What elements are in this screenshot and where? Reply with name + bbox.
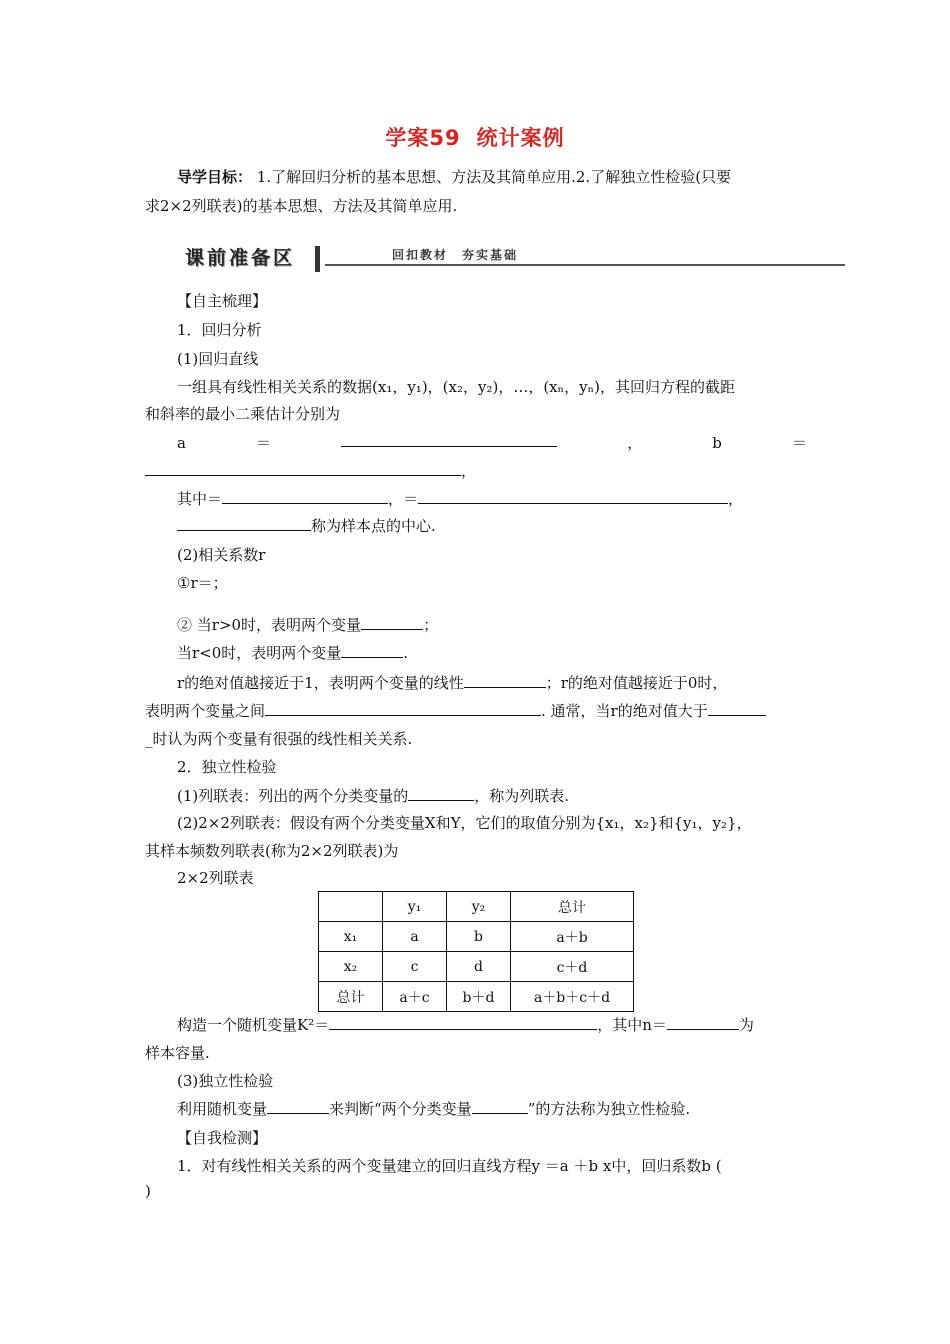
- sample-size-text: 样本容量.: [145, 1044, 210, 1062]
- paragraph-estimates: 和斜率的最小二乘估计分别为: [145, 405, 341, 423]
- question-1: 1．对有线性相关关系的两个变量建立的回归直线方程y ＝a ＋b x中，回归系数b (: [177, 1157, 722, 1175]
- blank-frequency: [408, 784, 474, 801]
- blank-negative: [341, 641, 403, 658]
- estimate-line: [177, 430, 807, 456]
- table-cell: b: [447, 922, 511, 952]
- blank-weak: [265, 699, 541, 716]
- chi-square-line: [177, 1012, 807, 1038]
- heading-regression-line: (1)回归直线: [177, 350, 259, 368]
- text: 表明两个变量之间: [145, 702, 266, 720]
- blank-threshold: [708, 699, 766, 716]
- text: 利用随机变量: [177, 1100, 268, 1118]
- banner-bar: [315, 246, 320, 272]
- table-cell: a＋c: [383, 982, 447, 1012]
- table-cell: a＋b: [511, 922, 634, 952]
- slope-label: b: [712, 434, 722, 452]
- table-cell: x₁: [319, 922, 383, 952]
- blank-k2: [329, 1013, 597, 1030]
- text: 来判断“两个分类变量: [329, 1100, 472, 1118]
- text: .: [403, 644, 409, 662]
- table-cell: 总计: [511, 892, 634, 922]
- independence-def: [177, 1096, 807, 1122]
- table-cell: x₂: [319, 952, 383, 982]
- center-line: [177, 513, 807, 539]
- blank-intercept: [341, 430, 557, 447]
- table-row: [319, 892, 634, 922]
- text: ，其中n＝: [597, 1016, 667, 1034]
- text: . 通常，当r的绝对值大于: [541, 702, 708, 720]
- correlation-positive: [177, 612, 807, 638]
- text: 构造一个随机变量K²＝: [177, 1016, 330, 1034]
- table-row: [319, 922, 634, 952]
- contingency-2x2-def-2: 其样本频数列联表(称为2×2列联表)为: [145, 842, 399, 860]
- correlation-strength-3: _时认为两个变量有很强的线性相关关系.: [145, 730, 413, 748]
- text: r的绝对值越接近于1，表明两个变量的线性: [177, 674, 464, 692]
- correlation-negative: [177, 640, 807, 666]
- blank-relation: [472, 1097, 528, 1114]
- paragraph-data: 一组具有线性相关关系的数据(x₁，y₁)，(x₂，y₂)，…，(xₙ，yₙ)，其回归方程的截距: [177, 378, 735, 396]
- correlation-formula: ①r＝；: [177, 574, 228, 592]
- section-header-summary: 【自主梳理】: [177, 292, 268, 310]
- table-cell: c: [383, 952, 447, 982]
- text: 当r<0时，表明两个变量: [177, 644, 342, 662]
- banner-title: 课前准备区: [185, 247, 296, 269]
- blank-y-mean: [418, 487, 728, 504]
- contingency-table: [318, 891, 634, 1012]
- blank-x-mean: [222, 487, 388, 504]
- correlation-strength-1: [177, 670, 807, 696]
- table-cell: 总计: [319, 982, 383, 1012]
- heading-correlation: (2)相关系数r: [177, 546, 266, 564]
- slope-blank-line: [145, 458, 807, 484]
- table-cell: d: [447, 952, 511, 982]
- comma: ，: [461, 462, 477, 480]
- heading-independence-test: (3)独立性检验: [177, 1072, 274, 1090]
- text: 为: [738, 1016, 754, 1034]
- section-banner: [177, 244, 847, 274]
- blank-slope: [145, 459, 461, 476]
- table-cell: y₁: [383, 892, 447, 922]
- text: ，称为列联表.: [474, 787, 570, 805]
- mean-line: [177, 486, 807, 512]
- contingency-def: [177, 783, 807, 809]
- title-number: 学案59: [385, 126, 461, 150]
- text: ”的方法称为独立性检验.: [527, 1100, 691, 1118]
- objectives-label: 导学目标：: [177, 168, 253, 186]
- text: (1)列联表：列出的两个分类变量的: [177, 787, 409, 805]
- objectives-line-1: [177, 164, 807, 190]
- table-label: 2×2列联表: [177, 869, 254, 887]
- equals-sign: ＝: [791, 434, 807, 452]
- text: ② 当r>0时，表明两个变量: [177, 616, 362, 634]
- banner-subtitle: 回扣教材 夯实基础: [392, 248, 519, 262]
- question-1-paren: ): [145, 1182, 151, 1200]
- table-cell: a＋b＋c＋d: [511, 982, 634, 1012]
- objectives-text-1: 1.了解回归分析的基本思想、方法及其简单应用.2.了解独立性检验(只要: [256, 168, 732, 186]
- title-text: 统计案例: [476, 126, 565, 150]
- correlation-strength-2: [145, 698, 807, 724]
- blank-n: [667, 1013, 739, 1030]
- table-row: [319, 952, 634, 982]
- objectives-line-2: [145, 193, 807, 219]
- comma: ，: [627, 434, 643, 452]
- blank-variable: [267, 1097, 329, 1114]
- mean-label-2: ，＝: [388, 490, 419, 508]
- intercept-label: a: [177, 434, 186, 452]
- equals-sign: ＝: [256, 434, 272, 452]
- table-cell: y₂: [447, 892, 511, 922]
- table-cell: a: [383, 922, 447, 952]
- comma: ，: [728, 490, 744, 508]
- blank-positive: [361, 613, 423, 630]
- text: ；: [423, 616, 439, 634]
- text: ；r的绝对值越接近于0时，: [545, 674, 728, 692]
- contingency-2x2-def: (2)2×2列联表：假设有两个分类变量X和Y，它们的取值分别为{x₁，x₂}和{y₁，y₂}，: [177, 814, 752, 832]
- objectives-text-2: 求2×2列联表)的基本思想、方法及其简单应用.: [145, 197, 458, 215]
- banner-rule: [325, 264, 845, 266]
- table-row: [319, 982, 634, 1012]
- heading-independence: 2．独立性检验: [177, 758, 277, 776]
- mean-label: 其中＝: [177, 490, 223, 508]
- center-text: 称为样本点的中心.: [311, 517, 436, 535]
- blank-strength: [464, 671, 546, 688]
- section-header-selftest: 【自我检测】: [177, 1129, 268, 1147]
- heading-regression: 1．回归分析: [177, 321, 262, 339]
- table-cell: c＋d: [511, 952, 634, 982]
- table-cell: [319, 892, 383, 922]
- table-cell: b＋d: [447, 982, 511, 1012]
- page-title: [0, 122, 950, 152]
- blank-center: [177, 514, 311, 531]
